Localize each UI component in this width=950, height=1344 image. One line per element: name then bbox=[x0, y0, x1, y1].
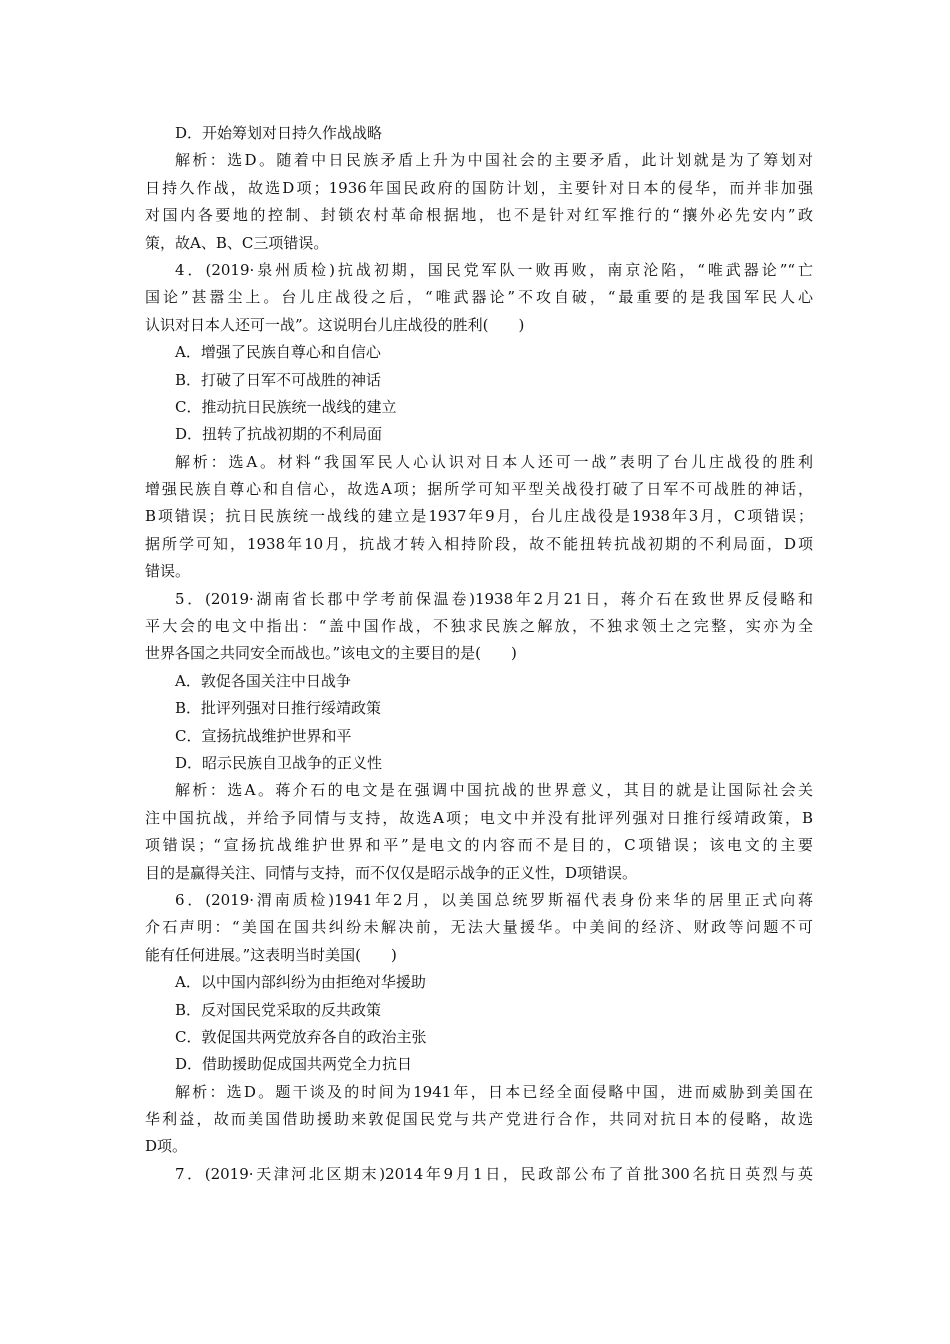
option-c: C．敦促国共两党放弃各自的政治主张 bbox=[175, 1027, 427, 1046]
analysis-text: 对国内各要地的控制、封锁农村革命根据地，也不是针对红军推行的“攘外必先安内”政 bbox=[145, 206, 813, 225]
analysis-text: 华利益，故而美国借助援助来敦促国民党与共产党进行合作，共同对抗日本的侵略，故选 bbox=[145, 1110, 813, 1129]
document-body bbox=[145, 120, 813, 1188]
option-d: D．昭示民族自卫战争的正义性 bbox=[175, 753, 383, 772]
option-a: A．以中国内部纠纷为由拒绝对华援助 bbox=[175, 973, 426, 992]
question-7-stem: 7．(2019·天津河北区期末)2014年9月1日，民政部公布了首批300名抗日英烈与英 bbox=[175, 1164, 813, 1183]
option-a: A．增强了民族自尊心和自信心 bbox=[175, 343, 381, 362]
option-d: D．扭转了抗战初期的不利局面 bbox=[175, 425, 383, 444]
question-6-stem: 能有任何进展。”这表明当时美国( ) bbox=[145, 945, 397, 964]
question-5-stem: 5．(2019·湖南省长郡中学考前保温卷)1938年2月21日，蒋介石在致世界反侵略和 bbox=[175, 589, 813, 608]
question-6-stem: 介石声明：“美国在国共纠纷未解决前，无法大量援华。中美间的经济、财政等问题不可 bbox=[145, 918, 813, 937]
analysis-text: 注中国抗战，并给予同情与支持，故选A项；电文中并没有批评列强对日推行绥靖政策，B bbox=[145, 808, 813, 827]
option-c: C．宣扬抗战维护世界和平 bbox=[175, 726, 352, 745]
option-d: D．借助援助促成国共两党全力抗日 bbox=[175, 1055, 413, 1074]
analysis-text: 解析：选D。题干谈及的时间为1941年，日本已经全面侵略中国，进而威胁到美国在 bbox=[175, 1082, 813, 1101]
question-4-stem: 国论”甚嚣尘上。台儿庄战役之后，“唯武器论”不攻自破，“最重要的是我国军民人心 bbox=[145, 288, 813, 307]
question-4-stem: 4．(2019·泉州质检)抗战初期，国民党军队一败再败，南京沦陷，“唯武器论”“亡 bbox=[175, 260, 813, 279]
analysis-text: B项错误；抗日民族统一战线的建立是1937年9月，台儿庄战役是1938年3月，C项错误； bbox=[145, 507, 813, 526]
analysis-text: 策，故A、B、C三项错误。 bbox=[145, 233, 329, 252]
analysis-text: 目的是赢得关注、同情与支持，而不仅仅是昭示战争的正义性，D项错误。 bbox=[145, 863, 638, 882]
option-a: A．敦促各国关注中日战争 bbox=[175, 671, 351, 690]
analysis-text: 增强民族自尊心和自信心，故选A项；据所学可知平型关战役打破了日军不可战胜的神话， bbox=[145, 480, 813, 499]
question-5-stem: 平大会的电文中指出：“盖中国作战，不独求民族之解放，不独求领土之完整，实亦为全 bbox=[145, 617, 813, 636]
question-6-stem: 6．(2019·渭南质检)1941年2月，以美国总统罗斯福代表身份来华的居里正式向蒋 bbox=[175, 890, 813, 909]
analysis-text: D项。 bbox=[145, 1137, 188, 1156]
option-b: B．打破了日军不可战胜的神话 bbox=[175, 370, 382, 389]
option-d: D．开始筹划对日持久作战战略 bbox=[175, 124, 383, 142]
analysis-text: 日持久作战，故选D项；1936年国民政府的国防计划，主要针对日本的侵华，而并非加强 bbox=[145, 178, 813, 197]
analysis-text: 据所学可知，1938年10月，抗战才转入相持阶段，故不能扭转抗战初期的不利局面，D项 bbox=[145, 534, 813, 553]
question-4-stem: 认识对日本人还可一战”。这说明台儿庄战役的胜利( ) bbox=[145, 315, 525, 334]
option-c: C．推动抗日民族统一战线的建立 bbox=[175, 397, 397, 416]
analysis-text: 项错误；“宣扬抗战维护世界和平”是电文的内容而不是目的，C项错误；该电文的主要 bbox=[145, 836, 813, 855]
question-5-stem: 世界各国之共同安全而战也。”该电文的主要目的是( ) bbox=[145, 644, 517, 663]
analysis-text: 解析：选D。随着中日民族矛盾上升为中国社会的主要矛盾，此计划就是为了筹划对 bbox=[175, 151, 813, 170]
analysis-text: 解析：选A。材料“我国军民人心认识对日本人还可一战”表明了台儿庄战役的胜利 bbox=[175, 452, 813, 471]
analysis-text: 错误。 bbox=[145, 562, 191, 581]
option-b: B．批评列强对日推行绥靖政策 bbox=[175, 699, 382, 718]
option-b: B．反对国民党采取的反共政策 bbox=[175, 1000, 382, 1019]
analysis-text: 解析：选A。蒋介石的电文是在强调中国抗战的世界意义，其目的就是让国际社会关 bbox=[175, 781, 813, 800]
